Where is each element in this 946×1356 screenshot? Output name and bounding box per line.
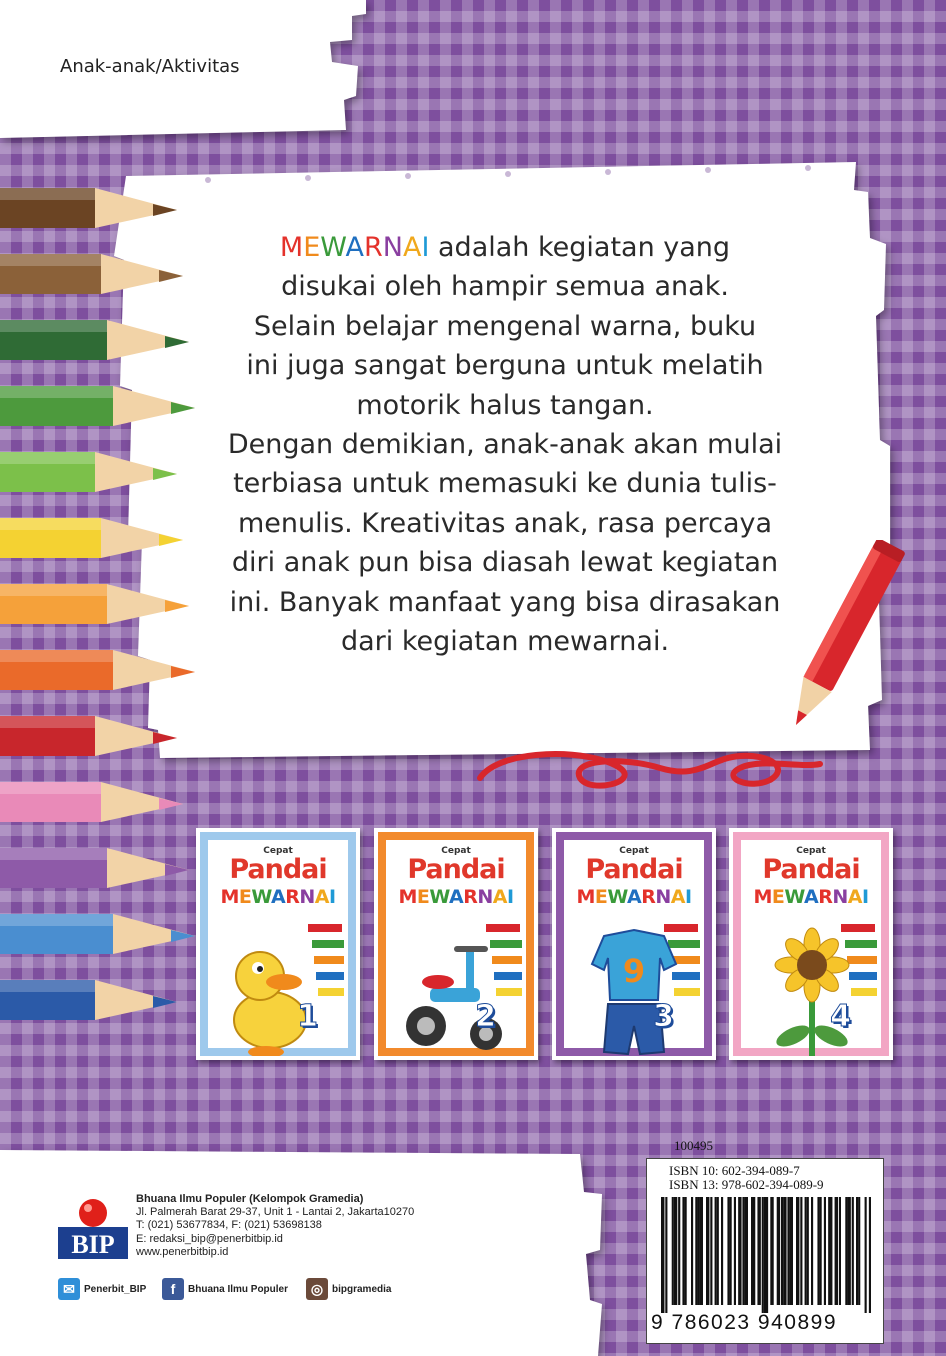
barcode-bar (762, 1197, 764, 1313)
barcode (661, 1197, 871, 1313)
pencil (0, 254, 183, 294)
keyword-letter: W (320, 232, 346, 263)
isbn-10: ISBN 10: 602-394-089-7 (669, 1163, 800, 1178)
description-line: ini. Banyak manfaat yang bisa dirasakan (229, 586, 781, 618)
barcode-bar (753, 1197, 755, 1305)
cover-number: 3 (653, 999, 674, 1034)
barcode-bar (697, 1197, 699, 1305)
barcode-bar (783, 1197, 786, 1305)
keyword-letter: A (345, 232, 364, 263)
barcode-bar (710, 1197, 712, 1305)
barcode-bar (807, 1197, 809, 1305)
cover-number: 1 (297, 999, 318, 1034)
barcode-bar (858, 1197, 860, 1305)
cover-picture (406, 946, 502, 1050)
category-label: Anak-anak/Aktivitas (60, 56, 240, 77)
barcode-bar (721, 1197, 723, 1305)
barcode-bar (800, 1197, 802, 1305)
mewarnai-keyword (280, 232, 430, 263)
barcode-bar (682, 1197, 684, 1305)
barcode-digits: 9 786023 940899 (651, 1311, 837, 1334)
description-lines (200, 267, 810, 661)
description-line: Dengan demikian, anak-anak akan mulai (227, 429, 783, 461)
barcode-bar (856, 1197, 858, 1305)
red-scribble (470, 738, 830, 798)
series-cover-2 (374, 828, 538, 1060)
barcode-bar (830, 1197, 832, 1305)
publisher-phone: T: (021) 53677834, F: (021) 53698138 (136, 1219, 322, 1232)
cover-picture (234, 952, 306, 1056)
barcode-bar (661, 1197, 664, 1313)
cover-pandai: Pandai (229, 854, 327, 885)
barcode-bar (742, 1197, 744, 1305)
series-cover-3 (552, 828, 716, 1060)
barcode-bar (869, 1197, 871, 1313)
barcode-bar (678, 1197, 680, 1305)
social-link[interactable] (306, 1278, 391, 1300)
pencil (0, 848, 189, 888)
barcode-bar (787, 1197, 789, 1305)
keyword-letter: A (402, 232, 422, 263)
publisher-website: www.penerbitbip.id (136, 1245, 229, 1258)
description-line: dari kegiatan mewarnai. (340, 626, 670, 658)
barcode-bar (781, 1197, 783, 1305)
description-first-line: MEWARNAI adalah kegiatan yang (279, 232, 731, 263)
pencil (0, 980, 177, 1020)
cover-mewarnai: MEWARNAI (576, 886, 692, 908)
description-line: Selain belajar mengenal warna, buku (253, 310, 757, 342)
barcode-bar (766, 1197, 768, 1313)
facebook-icon: f (162, 1278, 184, 1300)
barcode-bar (700, 1197, 703, 1305)
barcode-bar (706, 1197, 709, 1305)
bip-logo-text: BIP (71, 1230, 115, 1259)
barcode-bar (811, 1197, 813, 1305)
barcode-bar (674, 1197, 677, 1305)
barcode-bar (852, 1197, 854, 1305)
barcode-bar (665, 1197, 667, 1313)
pencil (0, 584, 189, 624)
barcode-bar (820, 1197, 822, 1305)
cover-cepat: Cepat (796, 846, 826, 856)
barcode-bar (672, 1197, 674, 1305)
pencil (0, 518, 183, 558)
barcode-bar (824, 1197, 826, 1305)
social-link[interactable] (58, 1278, 146, 1300)
twitter-icon: ✉ (58, 1278, 80, 1300)
cover-picture (592, 930, 676, 1054)
publisher-address: Jl. Palmerah Barat 29-37, Unit 1 - Lantai 2, Jakarta10270 (136, 1206, 415, 1219)
keyword-letter: R (364, 232, 383, 263)
cover-number: 2 (475, 999, 496, 1034)
pencil (0, 386, 195, 426)
barcode-bar (805, 1197, 807, 1305)
barcode-bar (691, 1197, 693, 1305)
social-label: Bhuana Ilmu Populer (188, 1283, 289, 1295)
barcode-bar (715, 1197, 717, 1305)
cover-page (386, 840, 526, 1048)
svg-text:9: 9 (622, 952, 646, 990)
pencil (0, 452, 177, 492)
description-line: motorik halus tangan. (356, 389, 654, 421)
cover-picture (773, 928, 850, 1056)
social-label: Penerbit_BIP (84, 1283, 147, 1295)
cover-mewarnai: MEWARNAI (398, 886, 514, 908)
product-code: 100495 (674, 1138, 713, 1153)
isbn-box (646, 1158, 884, 1344)
cover-crayons (308, 924, 344, 996)
pencil (0, 188, 177, 228)
cover-number: 4 (830, 999, 851, 1034)
barcode-bar (695, 1197, 697, 1305)
pencil (0, 782, 183, 822)
barcode-bar (845, 1197, 847, 1305)
keyword-letter: E (303, 232, 321, 263)
series-cover-1 (196, 828, 360, 1060)
cover-mewarnai: MEWARNAI (753, 886, 869, 908)
isbn-13: ISBN 13: 978-602-394-089-9 (669, 1177, 824, 1192)
cover-page (741, 840, 881, 1048)
barcode-bar (790, 1197, 793, 1305)
cover-cepat: Cepat (263, 846, 293, 856)
barcode-bar (730, 1197, 732, 1305)
description-text (200, 228, 810, 661)
description-line: diri anak pun bisa diasah lewat kegiatan (231, 547, 779, 579)
cover-page (208, 840, 348, 1048)
barcode-bar (717, 1197, 719, 1305)
barcode-bar (817, 1197, 819, 1305)
keyword-letter: I (421, 232, 430, 263)
description-line: disukai oleh hampir semua anak. (281, 271, 729, 303)
description-line: terbiasa untuk memasuki ke dunia tulis- (233, 468, 777, 500)
pencil (0, 716, 177, 756)
keyword-letter: N (382, 232, 403, 263)
publisher-info (136, 1193, 414, 1259)
publisher-email: E: redaksi_bip@penerbitbip.id (136, 1232, 283, 1245)
cover-pandai: Pandai (407, 854, 505, 885)
barcode-bar (745, 1197, 748, 1305)
barcode-bar (847, 1197, 850, 1305)
instagram-icon: ◎ (306, 1278, 328, 1300)
barcode-bar (685, 1197, 687, 1305)
barcode-bar (738, 1197, 741, 1305)
pencil (0, 914, 195, 954)
cover-pandai: Pandai (762, 854, 860, 885)
bip-logo (58, 1193, 128, 1261)
keyword-letter: M (279, 232, 304, 263)
description-line: ini juga sangat berguna untuk melatih (246, 350, 764, 382)
barcode-bar (835, 1197, 838, 1305)
description-line: menulis. Kreativitas anak, rasa percaya (237, 507, 773, 539)
social-link[interactable] (162, 1278, 288, 1300)
cover-page (564, 840, 704, 1048)
barcode-bar (734, 1197, 736, 1305)
barcode-bar (727, 1197, 729, 1305)
cover-cepat: Cepat (619, 846, 649, 856)
barcode-bar (796, 1197, 799, 1305)
barcode-bar (777, 1197, 780, 1305)
cover-pandai: Pandai (585, 854, 683, 885)
barcode-bar (839, 1197, 841, 1305)
cover-crayons (486, 924, 522, 996)
barcode-bar (865, 1197, 867, 1313)
barcode-bar (770, 1197, 773, 1305)
series-cover-4 (729, 828, 893, 1060)
social-label: bipgramedia (332, 1283, 392, 1295)
colored-pencils (0, 180, 200, 1080)
barcode-bar (757, 1197, 760, 1305)
pencil (0, 320, 189, 360)
cover-cepat: Cepat (441, 846, 471, 856)
cover-mewarnai: MEWARNAI (220, 886, 336, 908)
pencil (0, 650, 195, 690)
publisher-name: Bhuana Ilmu Populer (Kelompok Gramedia) (136, 1193, 364, 1205)
